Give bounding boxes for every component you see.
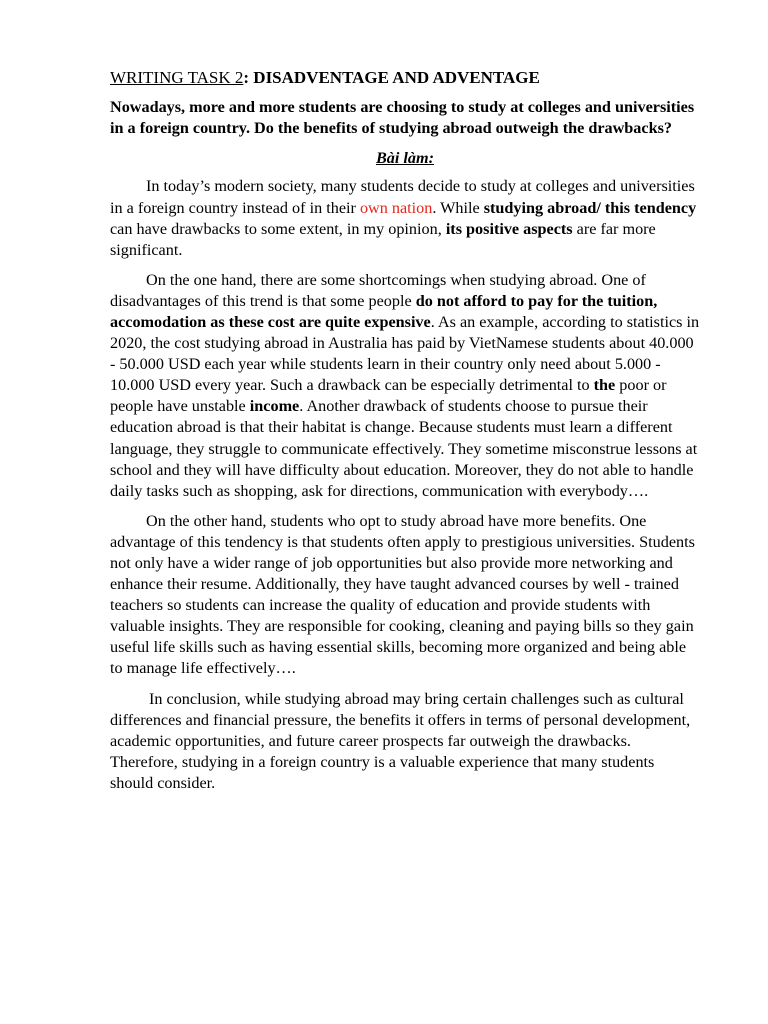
document-page [110,66,700,803]
intro-bold-1: studying abroad/ this tendency [483,198,697,217]
body-paragraph-1 [110,270,700,502]
body1-text-4: . Another drawback of students choose to pursue their education abroad is that their habitat is change. Because students must learn a different language, they struggle to communicate effectively. They sometime misconstrue lessons at school and they will have difficulty about education. Moreover, they do not able to handle daily tasks such as shopping, ask for directions, communication with everybody…. [110,397,698,500]
essay-question: Nowadays, more and more students are choosing to study at colleges and universities in a foreign country. Do the benefits of studying abroad outweigh the drawbacks? [110,98,695,138]
intro-text-2: . While [432,198,484,217]
intro-paragraph [110,176,700,260]
intro-bold-2: its positive aspects [445,219,573,238]
body-paragraph-2: On the other hand, students who opt to study abroad have more benefits. One advantage of this tendency is that students often apply to prestigious universities. Students not only have a wider range of job opportunities but also provide more networking and enhance their resume. Additionally, they have taught advanced courses by well - trained teachers so students can increase the quality of education and provide students with valuable insights. They are responsible for cooking, cleaning and paying bills so they gain useful life skills such as having essential skills, becoming more organized and being able to manage life effectively…. [110,511,695,678]
title-task-label: WRITING TASK 2 [110,68,244,87]
body1-bold-3: income [249,397,300,416]
page-title [110,66,700,90]
body1-text-3: poor or people have unstable [110,376,667,416]
body1-bold-2: the [593,376,616,395]
answer-heading: Bài làm: [375,149,434,168]
body1-text-1: On the one hand, there are some shortcomings when studying abroad. One of disadvantages of this trend is that some people [110,270,646,310]
conclusion-paragraph: In conclusion, while studying abroad may bring certain challenges such as cultural differences and financial pressure, the benefits it offers in terms of personal development, academic opportunities, and future career prospects far outweigh the drawbacks. Therefore, studying in a foreign country is a valuable experience that many students should consider. [110,689,691,792]
intro-highlight: own nation [359,198,433,217]
intro-text-3: can have drawbacks to some extent, in my opinion, [110,219,446,238]
intro-text-4: are far more significant. [110,219,656,259]
intro-text-1: In today’s modern society, many students decide to study at colleges and universities in a foreign country instead of in their [110,177,695,217]
title-topic: : DISADVENTAGE AND ADVENTAGE [243,68,540,87]
body1-text-2: . As an example, according to statistics in 2020, the cost studying abroad in Australia has paid by VietNamese students about 40.000 - 50.000 USD each year while students learn in their country only need about 5.000 - 10.000 USD every year. Such a drawback can be especially detrimental to [110,312,700,395]
body1-bold-1: do not afford to pay for the tuition, accomodation as these cost are quite expensive [110,291,658,331]
